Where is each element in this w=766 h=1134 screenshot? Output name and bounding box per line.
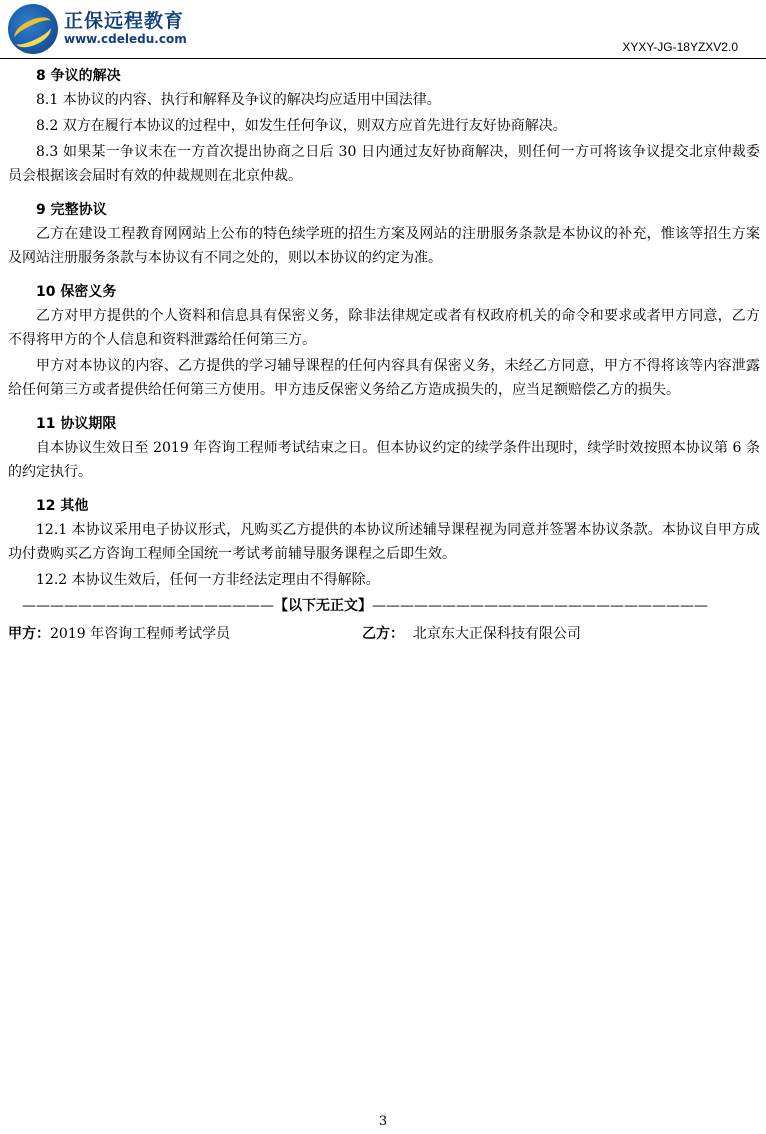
paragraph: 8.1 本协议的内容、执行和解释及争议的解决均应适用中国法律。 [36, 92, 441, 108]
paragraph: 乙方对甲方提供的个人资料和信息具有保密义务，除非法律规定或者有权政府机关的命令和要求或者甲方同意，乙方不得将甲方的个人信息和资料泄露给任何第三方。 [8, 308, 760, 348]
end-of-text-marker [8, 594, 760, 618]
end-marker-right-dashes: ———————————————————————— [372, 598, 708, 614]
party-a [8, 622, 230, 646]
page-number: 3 [378, 1114, 388, 1129]
party-a-label: 甲方： [8, 626, 50, 642]
section-title: 10 保密义务 [36, 284, 117, 300]
paragraph: 12.2 本协议生效后，任何一方非经法定理由不得解除。 [36, 572, 380, 588]
paragraph: 8.3 如果某一争议未在一方首次提出协商之日后 30 日内通过友好协商解决，则任何一方可将该争议提交北京仲裁委员会根据该会届时有效的仲裁规则在北京仲裁。 [8, 144, 760, 184]
section-dispute-resolution [8, 64, 760, 188]
end-marker-left-dashes: —————————————————— [22, 598, 274, 614]
document-code: XYXY-JG-18YZXV2.0 [622, 40, 738, 54]
section-title: 8 争议的解决 [36, 68, 121, 84]
header-divider [0, 58, 766, 59]
paragraph: 12.1 本协议采用电子协议形式，凡购买乙方提供的本协议所述辅导课程视为同意并签署本协议条款。本协议自甲方成功付费购买乙方咨询工程师全国统一考试考前辅导服务课程之后即生效。 [8, 522, 760, 562]
paragraph: 甲方对本协议的内容、乙方提供的学习辅导课程的任何内容具有保密义务，未经乙方同意，甲方不得将该等内容泄露给任何第三方或者提供给任何第三方使用。甲方违反保密义务给乙方造成损失的，应当足额赔偿乙方的损失。 [8, 358, 760, 398]
party-a-value: 2019 年咨询工程师考试学员 [50, 626, 231, 642]
brand-url: www.cdeledu.com [64, 32, 187, 46]
document-body [8, 64, 760, 646]
section-confidentiality [8, 280, 760, 402]
party-b-label: 乙方： [362, 626, 404, 642]
section-title: 9 完整协议 [36, 202, 107, 218]
section-title: 11 协议期限 [36, 416, 117, 432]
page-header [0, 0, 766, 62]
paragraph: 8.2 双方在履行本协议的过程中，如发生任何争议，则双方应首先进行友好协商解决。 [36, 118, 567, 134]
section-entire-agreement [8, 198, 760, 270]
brand-logo-icon [8, 4, 58, 54]
brand-name: 正保远程教育 [64, 10, 185, 32]
party-b-value: 北京东大正保科技有限公司 [412, 626, 581, 642]
party-b [362, 622, 581, 646]
section-title: 12 其他 [36, 498, 89, 514]
section-miscellaneous [8, 494, 760, 592]
section-term [8, 412, 760, 484]
signing-parties [8, 622, 760, 646]
paragraph: 自本协议生效日至 2019 年咨询工程师考试结束之日。但本协议约定的续学条件出现时，续学时效按照本协议第 6 条的约定执行。 [8, 440, 760, 480]
end-marker-label: 【以下无正文】 [274, 598, 372, 614]
paragraph: 乙方在建设工程教育网网站上公布的特色续学班的招生方案及网站的注册服务条款是本协议的补充，惟该等招生方案及网站注册服务条款与本协议有不同之处的，则以本协议的约定为准。 [8, 226, 760, 266]
